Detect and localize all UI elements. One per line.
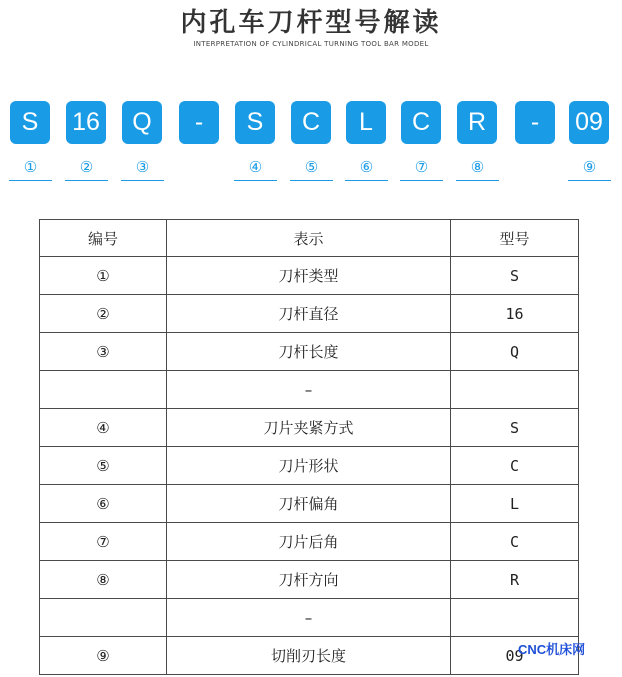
code-box-8: R [457, 101, 497, 144]
table-row [40, 371, 579, 409]
index-marker-1: ① [9, 156, 52, 181]
cell-model: Q [451, 333, 579, 371]
cell-meaning: 刀杆偏角 [167, 485, 451, 523]
cell-model [451, 371, 579, 409]
cell-number: ⑦ [40, 523, 167, 561]
cell-meaning: 刀杆直径 [167, 295, 451, 333]
table-row [40, 333, 579, 371]
cell-number [40, 371, 167, 409]
index-marker-8: ⑧ [456, 156, 499, 181]
table-row [40, 637, 579, 675]
column-header-model: 型号 [451, 220, 579, 257]
table-row [40, 257, 579, 295]
code-box-7: C [401, 101, 441, 144]
code-box-9: 09 [569, 101, 609, 144]
index-marker-3: ③ [121, 156, 164, 181]
cell-number: ③ [40, 333, 167, 371]
model-code-row [0, 101, 622, 144]
code-box-3: Q [122, 101, 162, 144]
cell-model: 16 [451, 295, 579, 333]
code-box-separator-1: - [179, 101, 219, 144]
table-row [40, 561, 579, 599]
watermark-logo: CNC机床网 [518, 642, 586, 657]
code-box-separator-2: - [515, 101, 555, 144]
page-subtitle: INTERPRETATION OF CYLINDRICAL TURNING TOOL BAR MODEL [193, 40, 429, 48]
table-row [40, 409, 579, 447]
cell-meaning: 刀片形状 [167, 447, 451, 485]
cell-meaning: – [167, 599, 451, 637]
index-marker-6: ⑥ [345, 156, 388, 181]
interpretation-table [39, 219, 579, 675]
table-row [40, 523, 579, 561]
interpretation-table-wrapper [39, 219, 578, 675]
cell-number: ① [40, 257, 167, 295]
column-header-number: 编号 [40, 220, 167, 257]
page-title: 内孔车刀杆型号解读 [180, 8, 442, 38]
table-header-row [40, 220, 579, 257]
cell-model [451, 599, 579, 637]
index-marker-5: ⑤ [290, 156, 333, 181]
table-row [40, 485, 579, 523]
cell-number: ⑤ [40, 447, 167, 485]
cell-model: S [451, 257, 579, 295]
cell-meaning: 刀杆长度 [167, 333, 451, 371]
cell-model: L [451, 485, 579, 523]
cell-number: ⑥ [40, 485, 167, 523]
cell-meaning: 刀片夹紧方式 [167, 409, 451, 447]
cell-number: ⑧ [40, 561, 167, 599]
cell-model: 09 [451, 637, 579, 675]
cell-meaning: – [167, 371, 451, 409]
code-box-2: 16 [66, 101, 106, 144]
cell-meaning: 刀杆类型 [167, 257, 451, 295]
code-box-4: S [235, 101, 275, 144]
table-row [40, 447, 579, 485]
cell-meaning: 刀杆方向 [167, 561, 451, 599]
code-box-6: L [346, 101, 386, 144]
table-row [40, 295, 579, 333]
index-marker-7: ⑦ [400, 156, 443, 181]
cell-model: C [451, 447, 579, 485]
cell-number: ② [40, 295, 167, 333]
index-marker-2: ② [65, 156, 108, 181]
cell-number: ⑨ [40, 637, 167, 675]
cell-meaning: 刀片后角 [167, 523, 451, 561]
table-row [40, 599, 579, 637]
cell-model: C [451, 523, 579, 561]
cell-model: R [451, 561, 579, 599]
cell-number: ④ [40, 409, 167, 447]
column-header-meaning: 表示 [167, 220, 451, 257]
cell-number [40, 599, 167, 637]
code-box-1: S [10, 101, 50, 144]
cell-meaning: 切削刃长度 [167, 637, 451, 675]
index-marker-row [0, 156, 622, 182]
code-box-5: C [291, 101, 331, 144]
index-marker-4: ④ [234, 156, 277, 181]
index-marker-9: ⑨ [568, 156, 611, 181]
cell-model: S [451, 409, 579, 447]
